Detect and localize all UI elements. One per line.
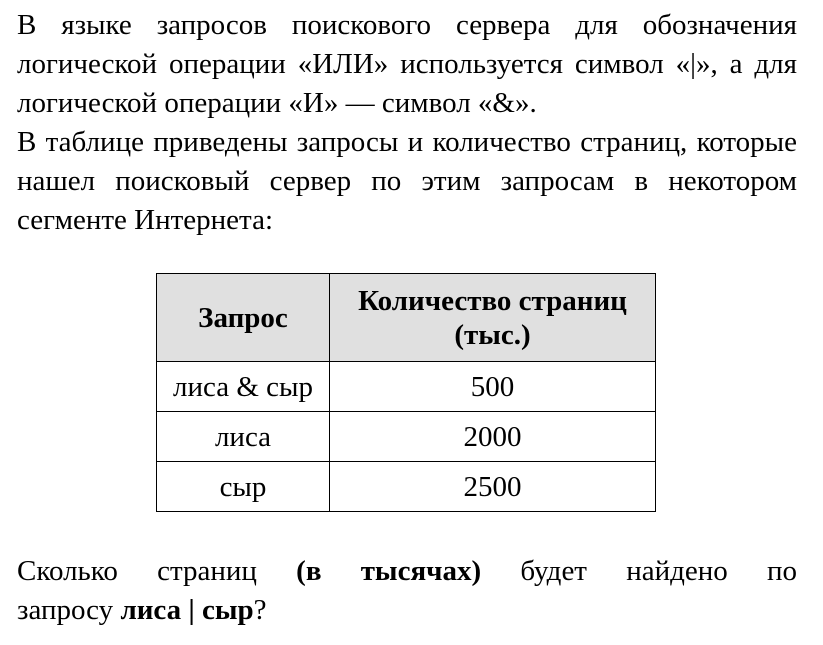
header-pages [330,274,656,362]
query-cell: лиса & сыр [157,362,330,412]
header-pages-line1: Количество страниц [358,284,627,317]
question-mark: ? [253,594,267,626]
question-word: Сколько [17,555,118,587]
question-line-1 [17,552,797,591]
table-row [157,462,656,512]
query-table [156,273,656,512]
question-word: найдено [626,555,728,587]
table-row [157,362,656,412]
intro-paragraph-operators: В языке запросов поискового сервера для обозначения логической операции «ИЛИ» используется символ «|», а для логической операции «И» — символ «&». [17,9,797,119]
header-pages-line2: (тыс.) [454,318,531,351]
task-intro [17,6,797,240]
question-word: будет [520,555,587,587]
question-line-2 [17,591,797,630]
pages-cell: 500 [330,362,656,412]
table-header-row [157,274,656,362]
task-question [17,552,797,630]
header-query [157,274,330,362]
question-word: страниц [157,555,257,587]
query-table-container [156,273,656,512]
pages-cell: 2500 [330,462,656,512]
query-cell: сыр [157,462,330,512]
query-cell: лиса [157,412,330,462]
pages-cell: 2000 [330,412,656,462]
table-row [157,412,656,462]
question-word-bold: тысячах) [360,555,482,587]
question-query-bold: лиса | сыр [120,594,254,626]
question-word-bold: (в [296,555,322,587]
question-prefix: запросу [17,594,114,626]
header-query-label: Запрос [198,301,288,334]
question-word: по [766,555,797,587]
intro-paragraph-table: В таблице приведены запросы и количество страниц, которые нашел поисковый сервер по этим запросам в некотором сегменте Интернета: [17,126,797,236]
